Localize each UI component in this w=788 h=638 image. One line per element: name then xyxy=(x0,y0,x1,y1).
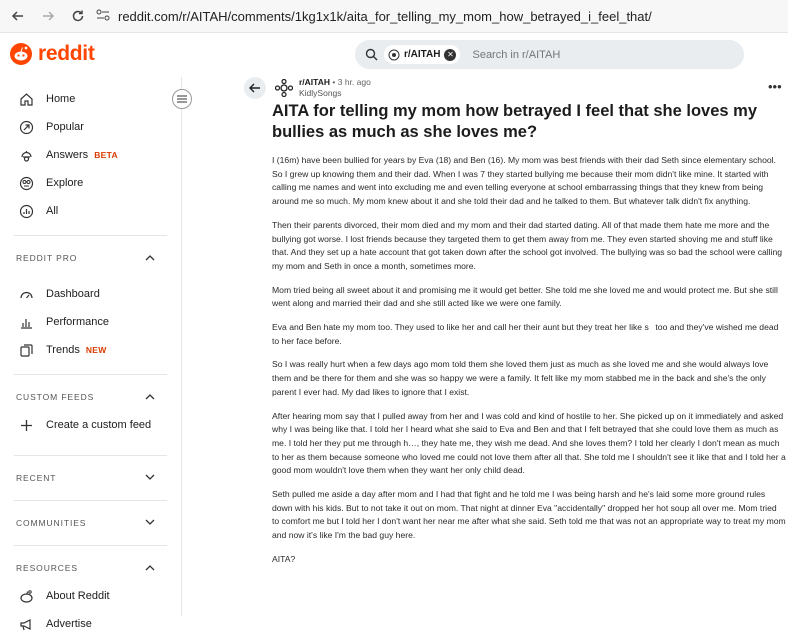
sidebar-item-performance[interactable] xyxy=(0,308,181,336)
section-title: RECENT xyxy=(16,473,57,483)
left-sidebar xyxy=(0,77,182,630)
sidebar-item-label: Create a custom feed xyxy=(46,419,152,431)
reload-icon[interactable] xyxy=(68,6,88,26)
post-paragraph: Eva and Ben hate my mom too. They used to like her and call her their aunt but they treat her like s too and they've wished me dead to her face before. xyxy=(272,322,779,346)
site-info-icon[interactable] xyxy=(96,9,110,24)
sidebar-item-all[interactable] xyxy=(0,197,181,225)
trending-arrow-icon xyxy=(18,119,34,135)
chevron-down-icon[interactable] xyxy=(145,473,155,483)
sidebar-item-about-reddit[interactable] xyxy=(0,582,181,610)
sidebar-item-label: Trends xyxy=(46,344,80,356)
reddit-logo[interactable] xyxy=(10,42,95,66)
megaphone-icon xyxy=(18,616,34,632)
section-title: REDDIT PRO xyxy=(16,253,78,263)
section-header-recent[interactable] xyxy=(0,456,181,500)
sidebar-item-label: Explore xyxy=(46,177,84,189)
hamburger-menu-icon xyxy=(177,95,187,103)
more-options-icon[interactable]: ••• xyxy=(768,79,782,94)
post-paragraph: After hearing mom say that I pulled away from her and I was cold and kind of hostile to her. She picked up on it immediately and asked why I was being like that. I told her I heard what she said to Eva and Ben and that I felt betrayed that she could love them as much as me. I told her they put me through h…, they hate me, they wish me dead. And she loves them? I told her clearly I don't mean as much to her as them because someone who loved me could not love them after all that. She told me I shouldn't see it like that and I told her a good mom wouldn't love them when they want her only child dead. xyxy=(272,410,786,476)
sidebar-item-explore[interactable] xyxy=(0,169,181,197)
section-header-reddit-pro[interactable] xyxy=(0,236,181,280)
post-meta: r/AITAH • 3 hr. ago KidlySongs xyxy=(299,77,371,98)
back-arrow-icon xyxy=(249,82,261,94)
post-time: 3 hr. ago xyxy=(337,77,371,87)
sidebar-item-home[interactable] xyxy=(0,85,181,113)
browser-toolbar xyxy=(0,0,788,33)
subreddit-avatar-icon[interactable] xyxy=(275,79,293,97)
post-paragraph: So I was really hurt when a few days ago mom told them she loved them just as much as she loved me and she would always love them and be there for them and she was so happy we were a family. It felt like my mom stabbed me in the back and she's the only parent I ever had. My dad likes to ignore that I exist. xyxy=(272,359,769,397)
sidebar-item-label: About Reddit xyxy=(46,590,110,602)
create-custom-feed-button[interactable] xyxy=(0,411,181,439)
sidebar-item-label: Advertise xyxy=(46,618,92,630)
back-arrow-icon[interactable] xyxy=(8,6,28,26)
sidebar-item-answers[interactable] xyxy=(0,141,181,169)
url-text: reddit.com/r/AITAH/comments/1kg1x1k/aita_for_telling_my_mom_how_betrayed_i_feel_that/ xyxy=(118,8,652,24)
home-icon xyxy=(18,91,34,107)
chevron-down-icon[interactable] xyxy=(145,518,155,528)
beta-badge: BETA xyxy=(94,150,118,160)
post-paragraph: Then their parents divorced, their mom died and my mom and their dad started dating. All of that made them hate me more and the bullying got worse. I lost friends because they targeted them to get them away from me. They even started shoving me and stuff like that. And they set up a hate account that got taken down after the school got involved. The bullying was so bad the school were calling my mom and Seth in once a month, sometimes more. xyxy=(272,219,783,271)
section-title: CUSTOM FEEDS xyxy=(16,392,95,402)
dashboard-gauge-icon xyxy=(18,286,34,302)
subreddit-icon xyxy=(388,49,400,61)
logo-wordmark: reddit xyxy=(38,42,95,65)
bar-chart-icon xyxy=(18,314,34,330)
snoo-outline-icon xyxy=(18,588,34,604)
author-link[interactable]: KidlySongs xyxy=(299,88,342,98)
section-title: COMMUNITIES xyxy=(16,518,87,528)
search-input[interactable] xyxy=(472,49,672,61)
sidebar-item-label: Answers xyxy=(46,149,89,161)
chip-label: r/AITAH xyxy=(404,49,441,60)
reddit-snoo-icon xyxy=(10,43,32,65)
section-header-communities[interactable] xyxy=(0,501,181,545)
all-icon xyxy=(18,203,34,219)
sidebar-item-label: All xyxy=(46,205,59,217)
post-paragraph: Seth pulled me aside a day after mom and I had that fight and he told me I was being harsh and he's laid some more ground rules down with his kids. But to not take it out on mom. That night at dinner Eva "accidentally" dropped her hot soup all over me. Mom tried to comfort me but I told her I don't want her near me after what she said. Seth told me that was not an appropriate way to treat my mom and now it's like I'm the bad guy here. xyxy=(272,489,786,541)
address-bar[interactable] xyxy=(96,9,652,24)
collapse-sidebar-button[interactable] xyxy=(172,89,192,109)
search-bar[interactable] xyxy=(355,40,744,69)
sidebar-item-label: Popular xyxy=(46,121,84,133)
sidebar-item-label: Home xyxy=(46,93,76,105)
subreddit-search-chip[interactable] xyxy=(384,45,460,64)
sidebar-item-label: Performance xyxy=(46,316,109,328)
post-paragraph: I (16m) have been bullied for years by Eva (18) and Ben (16). My mom was best friends with their dad Seth since elementary school. So I grew up knowing them and their dad. When I was 7 they started bullying me because their mom didn't like mine. It started with calling me names and went into excluding me and even telling everyone at school embarrassing things that they knew from being around me so much. My mom knew about it and she told their dad and he talked to them. But whatever talk didn't fix anything. xyxy=(272,155,776,207)
post-title: AITA for telling my mom how betrayed I feel that she loves my bullies as much as she loves me? xyxy=(272,102,758,141)
post-paragraph: Mom tried being all sweet about it and promising me it would get better. She told me she loved me and would protect me. But she still went along and married their dad and she still acted like we were one family. xyxy=(272,284,778,309)
explore-icon xyxy=(18,175,34,191)
sidebar-item-popular[interactable] xyxy=(0,113,181,141)
site-header xyxy=(0,33,788,77)
trends-cards-icon xyxy=(18,342,34,358)
sidebar-item-advertise[interactable] xyxy=(0,610,181,638)
chevron-up-icon[interactable] xyxy=(145,253,155,263)
new-badge: NEW xyxy=(85,345,107,355)
search-icon xyxy=(365,48,378,61)
plus-icon xyxy=(18,417,34,433)
post-paragraph: AITA? xyxy=(272,553,296,564)
sidebar-item-label: Dashboard xyxy=(46,288,100,300)
remove-chip-icon[interactable]: ✕ xyxy=(444,49,456,61)
section-title: RESOURCES xyxy=(16,563,78,573)
chevron-up-icon[interactable] xyxy=(145,392,155,402)
back-button[interactable] xyxy=(244,77,266,99)
post-body xyxy=(272,154,786,577)
forward-arrow-icon[interactable] xyxy=(38,6,58,26)
answers-icon xyxy=(18,147,34,163)
sidebar-item-trends[interactable] xyxy=(0,336,181,364)
chevron-up-icon[interactable] xyxy=(145,563,155,573)
subreddit-link[interactable]: r/AITAH xyxy=(299,77,331,87)
sidebar-item-dashboard[interactable] xyxy=(0,280,181,308)
